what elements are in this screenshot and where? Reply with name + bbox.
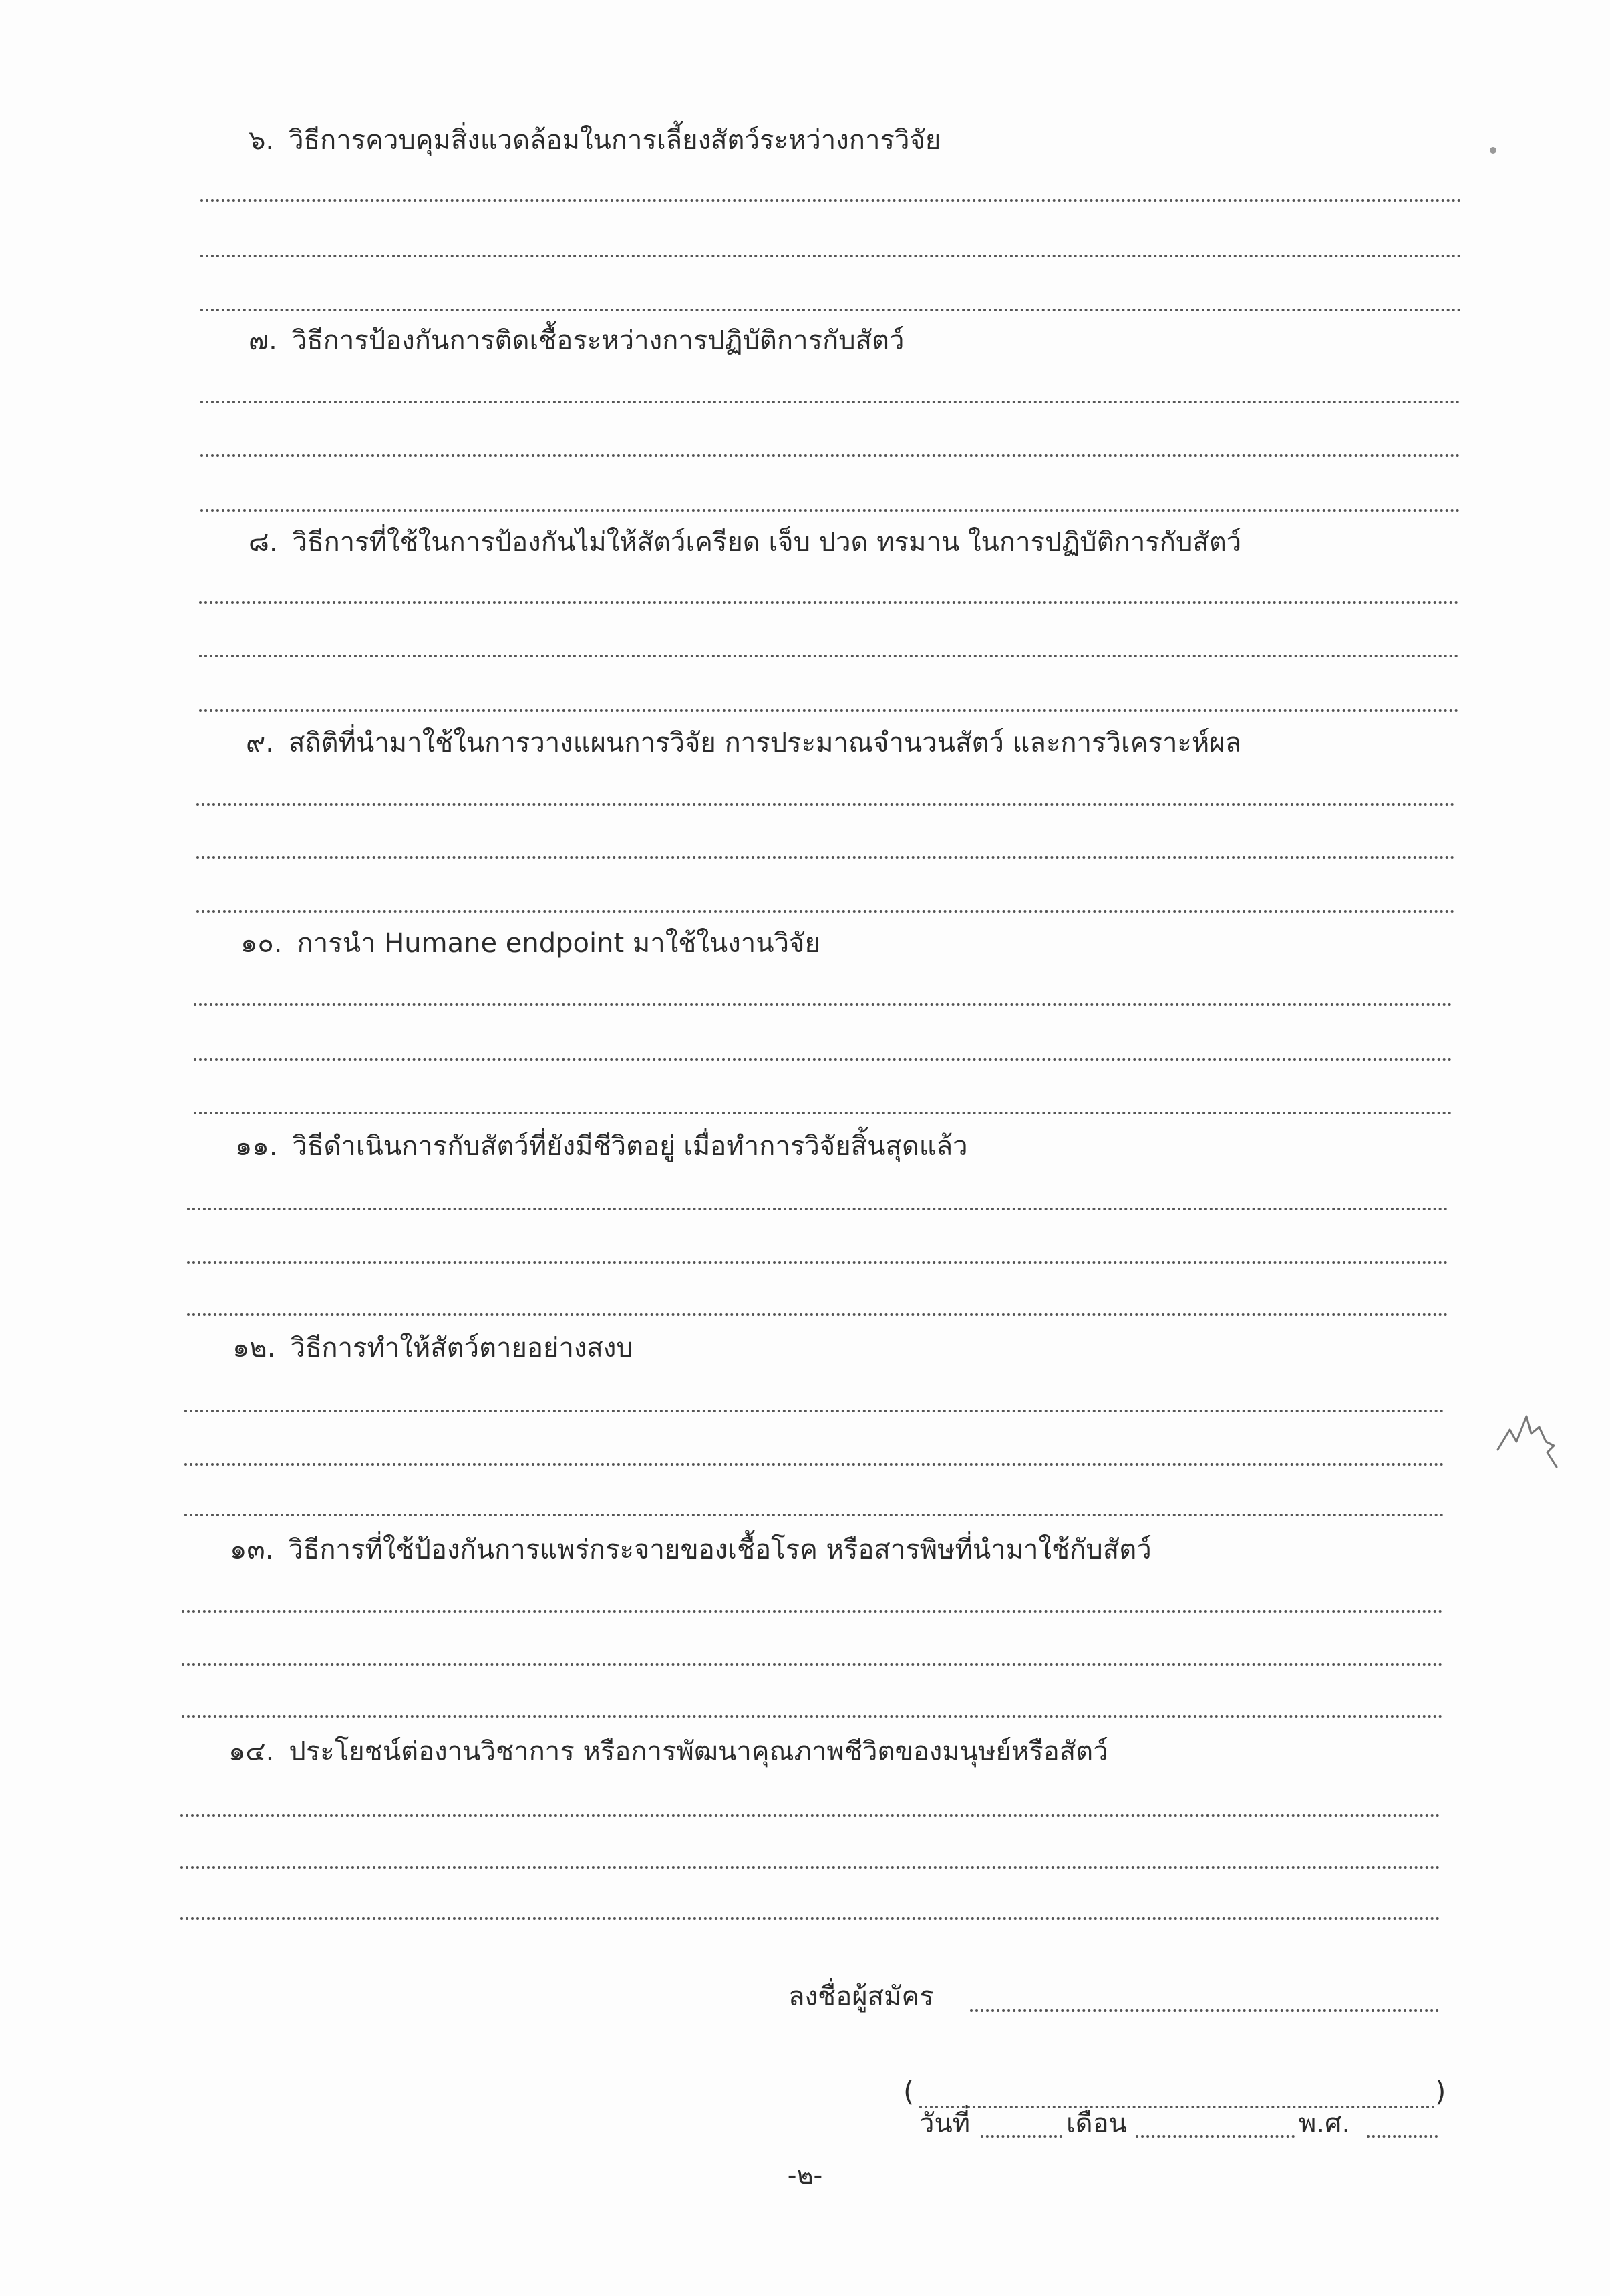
answer-line[interactable] — [200, 401, 1460, 403]
day-label: วันที่ — [919, 2108, 971, 2139]
day-field[interactable] — [981, 2135, 1062, 2138]
answer-line[interactable] — [182, 1663, 1443, 1666]
question-number: ๙. — [246, 727, 275, 758]
question-text: วิธีการป้องกันการติดเชื้อระหว่างการปฏิบัติการกับสัตว์ — [291, 325, 905, 356]
question-number: ๑๑. — [235, 1131, 278, 1162]
applicant-name-line[interactable] — [919, 2106, 1435, 2108]
answer-line[interactable] — [200, 255, 1462, 257]
answer-line[interactable] — [200, 509, 1460, 512]
answer-line[interactable] — [194, 1112, 1452, 1114]
answer-line[interactable] — [182, 1715, 1443, 1718]
question-text: การนำ Humane endpoint มาใช้ในงานวิจัย — [297, 928, 820, 959]
scan-speck-icon — [1483, 140, 1503, 160]
question-13-heading — [230, 1531, 1152, 1569]
answer-line[interactable] — [180, 1814, 1440, 1817]
question-10-heading — [240, 925, 820, 962]
question-number: ๑๔. — [228, 1736, 275, 1767]
question-9-heading — [246, 724, 1241, 762]
applicant-signature-label: ลงชื่อผู้สมัคร — [788, 1981, 934, 2012]
page-number: -๒- — [787, 2160, 823, 2190]
question-14-heading — [228, 1733, 1108, 1770]
answer-line[interactable] — [194, 1003, 1452, 1006]
question-6-heading — [249, 122, 941, 159]
question-7-heading — [249, 322, 905, 359]
question-text: สถิติที่นำมาใช้ในการวางแผนการวิจัย การประมาณจำนวนสัตว์ และการวิเคราะห์ผล — [289, 727, 1242, 758]
answer-line[interactable] — [180, 1917, 1440, 1920]
question-number: ๗. — [249, 325, 277, 356]
answer-line[interactable] — [200, 454, 1460, 457]
answer-line[interactable] — [194, 1058, 1452, 1061]
month-label: เดือน — [1066, 2108, 1128, 2139]
answer-line[interactable] — [196, 803, 1455, 806]
question-text: ประโยชน์ต่องานวิชาการ หรือการพัฒนาคุณภาพชีวิตของมนุษย์หรือสัตว์ — [289, 1736, 1108, 1767]
answer-line[interactable] — [200, 309, 1462, 311]
question-number: ๖. — [249, 125, 275, 156]
question-8-heading — [249, 524, 1241, 561]
question-text: วิธีการควบคุมสิ่งแวดล้อมในการเลี้ยงสัตว์ระหว่างการวิจัย — [289, 125, 941, 156]
applicant-signature-line[interactable] — [970, 2009, 1439, 2012]
handwritten-mark-icon — [1490, 1403, 1570, 1476]
year-label: พ.ศ. — [1299, 2108, 1351, 2139]
answer-line[interactable] — [180, 1866, 1440, 1869]
question-number: ๑๓. — [230, 1534, 274, 1565]
answer-line[interactable] — [196, 856, 1455, 859]
month-field[interactable] — [1136, 2135, 1295, 2138]
year-field[interactable] — [1367, 2135, 1438, 2138]
question-text: วิธีการทำให้สัตว์ตายอย่างสงบ — [290, 1333, 633, 1363]
answer-line[interactable] — [196, 910, 1455, 913]
paren-open: ( — [903, 2075, 915, 2108]
question-12-heading — [232, 1329, 633, 1367]
answer-line[interactable] — [200, 199, 1462, 202]
answer-line[interactable] — [184, 1410, 1444, 1412]
answer-line[interactable] — [199, 601, 1459, 604]
question-number: ๑๐. — [240, 928, 283, 959]
answer-line[interactable] — [184, 1514, 1444, 1516]
question-text: วิธีการที่ใช้ป้องกันการแพร่กระจายของเชื้อโรค หรือสารพิษที่นำมาใช้กับสัตว์ — [288, 1534, 1152, 1565]
answer-line[interactable] — [187, 1313, 1448, 1316]
answer-line[interactable] — [199, 709, 1459, 712]
answer-line[interactable] — [199, 655, 1459, 657]
answer-line[interactable] — [187, 1208, 1448, 1210]
answer-line[interactable] — [184, 1463, 1444, 1466]
answer-line[interactable] — [182, 1610, 1443, 1613]
answer-line[interactable] — [187, 1261, 1448, 1264]
question-text: วิธีดำเนินการกับสัตว์ที่ยังมีชีวิตอยู่ เมื่อทำการวิจัยสิ้นสุดแล้ว — [292, 1131, 968, 1162]
question-11-heading — [235, 1128, 968, 1165]
question-number: ๘. — [249, 527, 278, 558]
paren-close: ) — [1435, 2075, 1446, 2108]
question-number: ๑๒. — [232, 1333, 276, 1363]
question-text: วิธีการที่ใช้ในการป้องกันไม่ให้สัตว์เครียด เจ็บ ปวด ทรมาน ในการปฏิบัติการกับสัตว์ — [292, 527, 1242, 558]
